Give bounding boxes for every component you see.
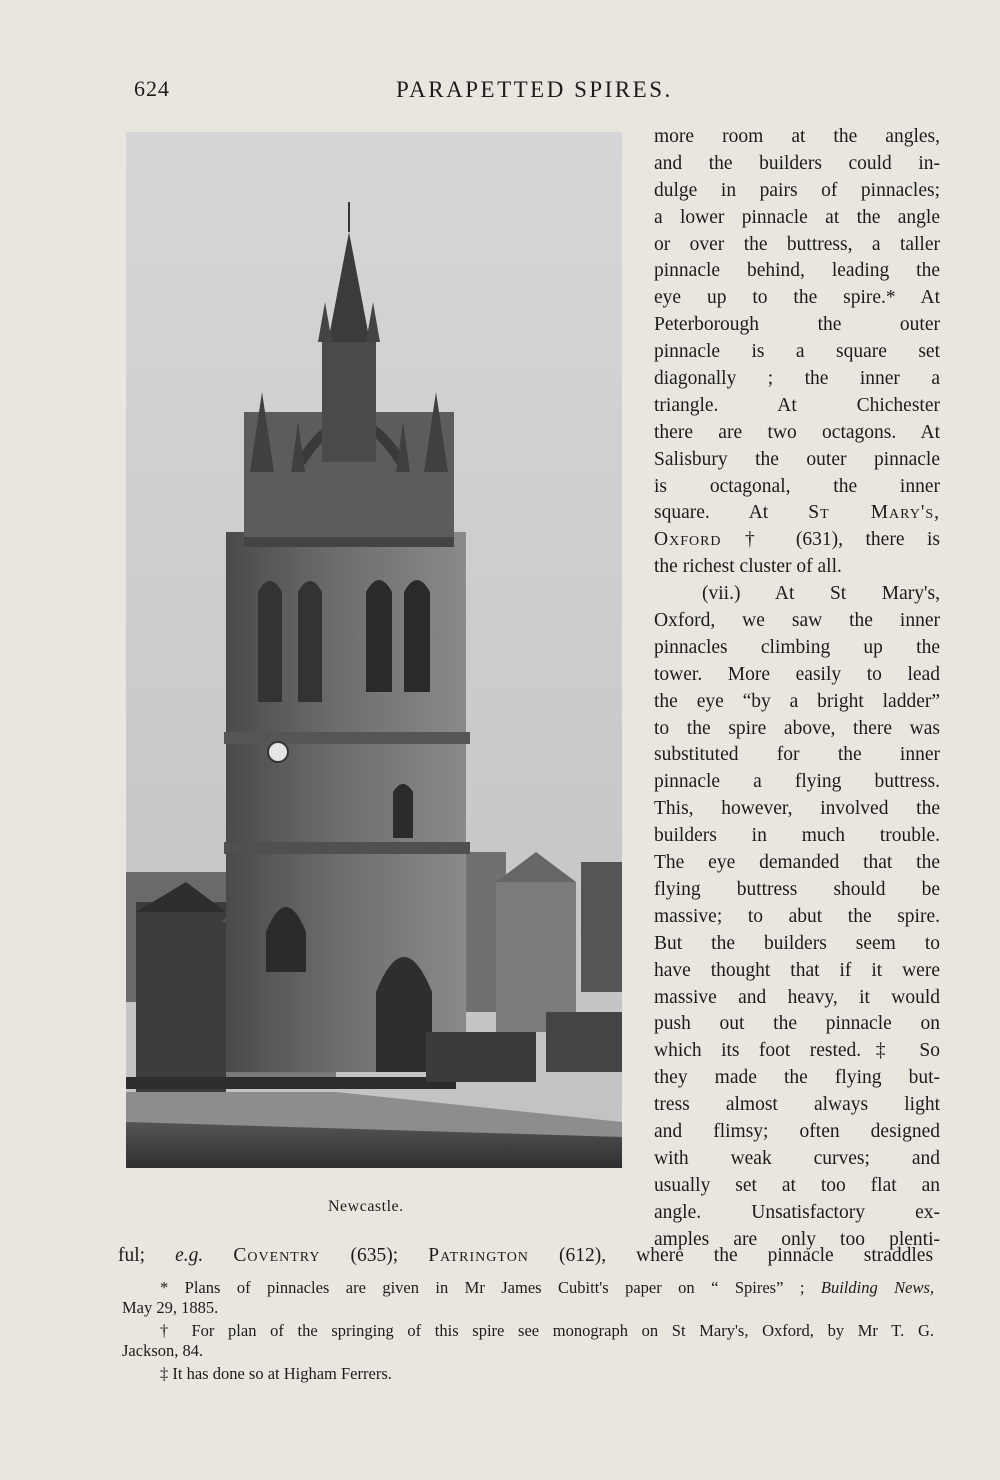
text-line: angle. Unsatisfactory ex- bbox=[654, 1201, 940, 1223]
text-line: But the builders seem to bbox=[654, 932, 940, 954]
text-line: Salisbury the outer pinnacle bbox=[654, 448, 940, 470]
text-line: massive and heavy, it would bbox=[654, 986, 940, 1008]
page-number: 624 bbox=[134, 76, 170, 101]
running-title: PARAPETTED SPIRES. bbox=[396, 77, 673, 102]
text-line: the eye “by a bright ladder” bbox=[654, 690, 940, 712]
text-line: flying buttress should be bbox=[654, 878, 940, 900]
plate-caption: Newcastle. bbox=[328, 1198, 404, 1215]
smallcaps-oxford: Oxford † bbox=[654, 529, 774, 551]
text-segment: * Plans of pinnacles are given in Mr James Cubitt's paper on “ Spires” ; bbox=[160, 1278, 805, 1297]
text-line: there are two octagons. At bbox=[654, 421, 940, 443]
text-line: is octagonal, the inner bbox=[654, 475, 940, 497]
footnote-1 bbox=[122, 1278, 934, 1317]
text-line: have thought that if it were bbox=[654, 959, 940, 981]
footnotes bbox=[122, 1278, 934, 1388]
text-line: a lower pinnacle at the angle bbox=[654, 206, 940, 228]
smallcaps-coventry: Coventry bbox=[233, 1245, 321, 1266]
text-line: amples are only too plenti- bbox=[654, 1228, 940, 1250]
text-line: pinnacle behind, leading the bbox=[654, 260, 940, 282]
text-line: tress almost always light bbox=[654, 1094, 940, 1116]
text-segment: square. At bbox=[654, 502, 769, 524]
text-line: dulge in pairs of pinnacles; bbox=[654, 179, 940, 201]
text-line-st-marys bbox=[654, 500, 940, 527]
text-line: builders in much trouble. bbox=[654, 825, 940, 847]
text-line: This, however, involved the bbox=[654, 798, 940, 820]
text-line-oxford bbox=[654, 527, 940, 554]
footnote-line: † For plan of the springing of this spire see monograph on St Mary's, Oxford, by Mr T. G. bbox=[160, 1321, 934, 1340]
text-line: pinnacles climbing up the bbox=[654, 636, 940, 658]
cathedral-tower-illustration bbox=[126, 132, 622, 1168]
text-line: with weak curves; and bbox=[654, 1147, 940, 1169]
text-line: push out the pinnacle on bbox=[654, 1013, 940, 1035]
text-line: usually set at too flat an bbox=[654, 1174, 940, 1196]
text-line: they made the flying but- bbox=[654, 1067, 940, 1089]
text-line: or over the buttress, a taller bbox=[654, 233, 940, 255]
text-line: and the builders could in- bbox=[654, 152, 940, 174]
footnote-2 bbox=[122, 1321, 934, 1360]
smallcaps-patrington: Patrington bbox=[428, 1245, 529, 1266]
text-line: which its foot rested.‡ So bbox=[654, 1040, 940, 1062]
text-line: diagonally ; the inner a bbox=[654, 368, 940, 390]
footnote-line: May 29, 1885. bbox=[122, 1297, 219, 1317]
text-line: Oxford, we saw the inner bbox=[654, 610, 940, 632]
text-line: the richest cluster of all. bbox=[654, 556, 842, 578]
smallcaps-st-marys: St Mary's, bbox=[808, 502, 940, 524]
text-line: Peterborough the outer bbox=[654, 314, 940, 336]
text-segment: (631), there is bbox=[795, 529, 940, 551]
text-line: pinnacle a flying buttress. bbox=[654, 771, 940, 793]
footnote-line bbox=[122, 1278, 934, 1298]
text-segment: ful; bbox=[118, 1245, 146, 1266]
newcastle-photograph bbox=[126, 132, 622, 1168]
italic-eg: e.g. bbox=[175, 1245, 204, 1266]
text-line: The eye demanded that the bbox=[654, 852, 940, 874]
text-line: massive; to abut the spire. bbox=[654, 905, 940, 927]
footnote-line: ‡ It has done so at Higham Ferrers. bbox=[160, 1364, 392, 1383]
footnote-line: Jackson, 84. bbox=[122, 1340, 204, 1360]
text-line: eye up to the spire.* At bbox=[654, 287, 940, 309]
full-width-text-line bbox=[118, 1242, 933, 1269]
footnote-3 bbox=[122, 1364, 934, 1384]
text-line: substituted for the inner bbox=[654, 744, 940, 766]
paragraph-start-line: (vii.) At St Mary's, bbox=[702, 583, 940, 605]
text-segment: (635); bbox=[350, 1245, 399, 1266]
italic-building-news: Building News, bbox=[820, 1278, 934, 1297]
text-line: pinnacle is a square set bbox=[654, 341, 940, 363]
text-line: and flimsy; often designed bbox=[654, 1120, 940, 1142]
text-line: tower. More easily to lead bbox=[654, 663, 940, 685]
text-line: more room at the angles, bbox=[654, 126, 940, 147]
text-line: triangle. At Chichester bbox=[654, 394, 940, 416]
text-line: to the spire above, there was bbox=[654, 717, 940, 739]
body-text-column bbox=[654, 124, 940, 1253]
text-segment: (612), where the pinnacle straddles bbox=[558, 1245, 934, 1266]
